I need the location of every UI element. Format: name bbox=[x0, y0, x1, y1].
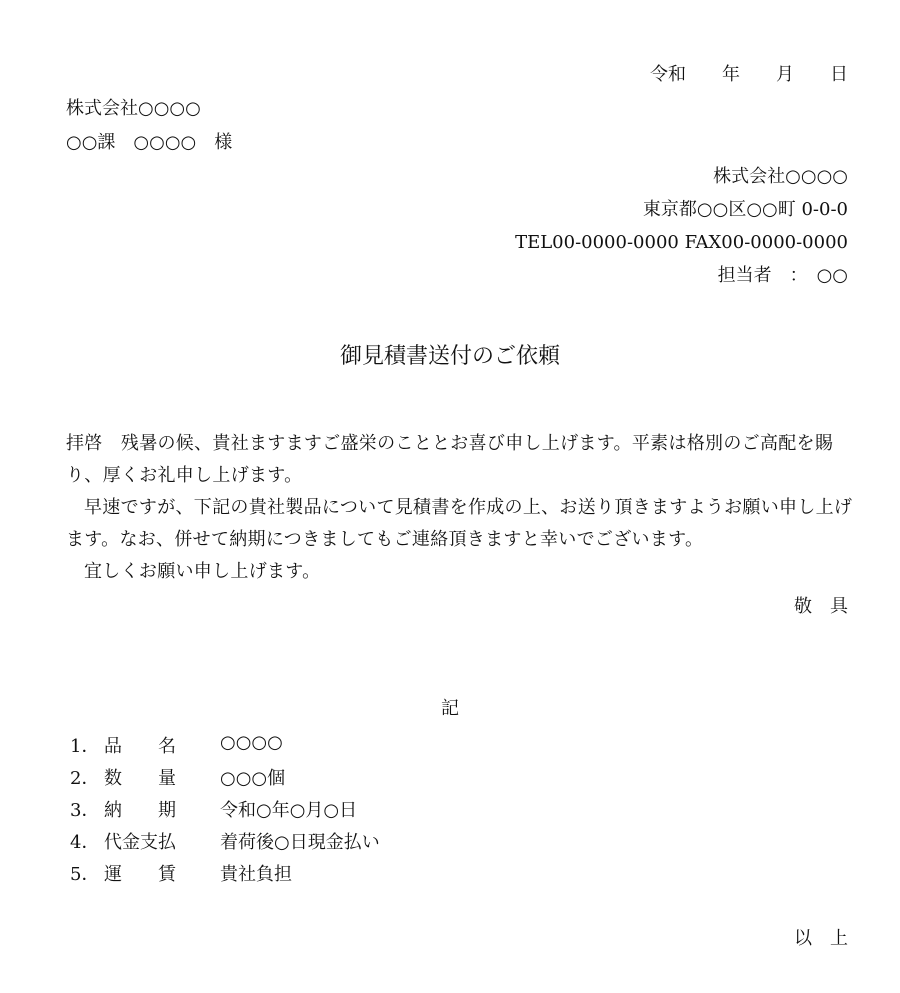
sender-contact: TEL00-0000-0000 FAX00-0000-0000 bbox=[515, 232, 848, 253]
item-number: 1． bbox=[70, 736, 100, 757]
sender-company: 株式会社○○○○ bbox=[713, 166, 848, 187]
item-number: 3． bbox=[70, 800, 100, 821]
item-label: 品 名 bbox=[104, 736, 176, 757]
recipient-company: 株式会社○○○○ bbox=[66, 98, 201, 119]
item-value: ○○○個 bbox=[220, 768, 286, 789]
item-number: 4． bbox=[70, 832, 100, 853]
closing-keigu: 敬 具 bbox=[794, 596, 848, 617]
item-number: 5． bbox=[70, 864, 100, 885]
item-value: 貴社負担 bbox=[220, 864, 292, 885]
item-value: 着荷後○日現金払い bbox=[220, 832, 380, 853]
letter-body bbox=[66, 428, 856, 588]
item-value: 令和○年○月○日 bbox=[220, 800, 358, 821]
body-paragraph-regards: 宜しくお願い申し上げます。 bbox=[84, 561, 321, 582]
end-ijou: 以 上 bbox=[794, 928, 848, 949]
document-title: 御見積書送付のご依頼 bbox=[339, 344, 560, 369]
item-number: 2． bbox=[70, 768, 100, 789]
sender-person: 担当者 ： ○○ bbox=[717, 265, 848, 286]
date-line: 令和 年 月 日 bbox=[650, 64, 848, 85]
item-label: 代金支払 bbox=[104, 832, 176, 853]
body-paragraph-request: 早速ですが、下記の貴社製品について見積書を作成の上、お送り頂きますようお願い申し上げます。なお、併せて納期につきましてもご連絡頂きますと幸いでございます。 bbox=[66, 497, 853, 550]
item-label: 数 量 bbox=[104, 768, 176, 789]
ki-heading: 記 bbox=[441, 698, 459, 719]
item-label: 納 期 bbox=[104, 800, 176, 821]
item-value: ○○○○ bbox=[220, 732, 283, 753]
body-paragraph-greeting: 拝啓 残暑の候、貴社ますますご盛栄のこととお喜び申し上げます。平素は格別のご高配を賜り、厚くお礼申し上げます。 bbox=[66, 433, 834, 486]
item-label: 運 賃 bbox=[104, 864, 176, 885]
recipient-person: ○○課 ○○○○ 様 bbox=[66, 132, 233, 153]
sender-address: 東京都○○区○○町 0-0-0 bbox=[642, 199, 848, 220]
